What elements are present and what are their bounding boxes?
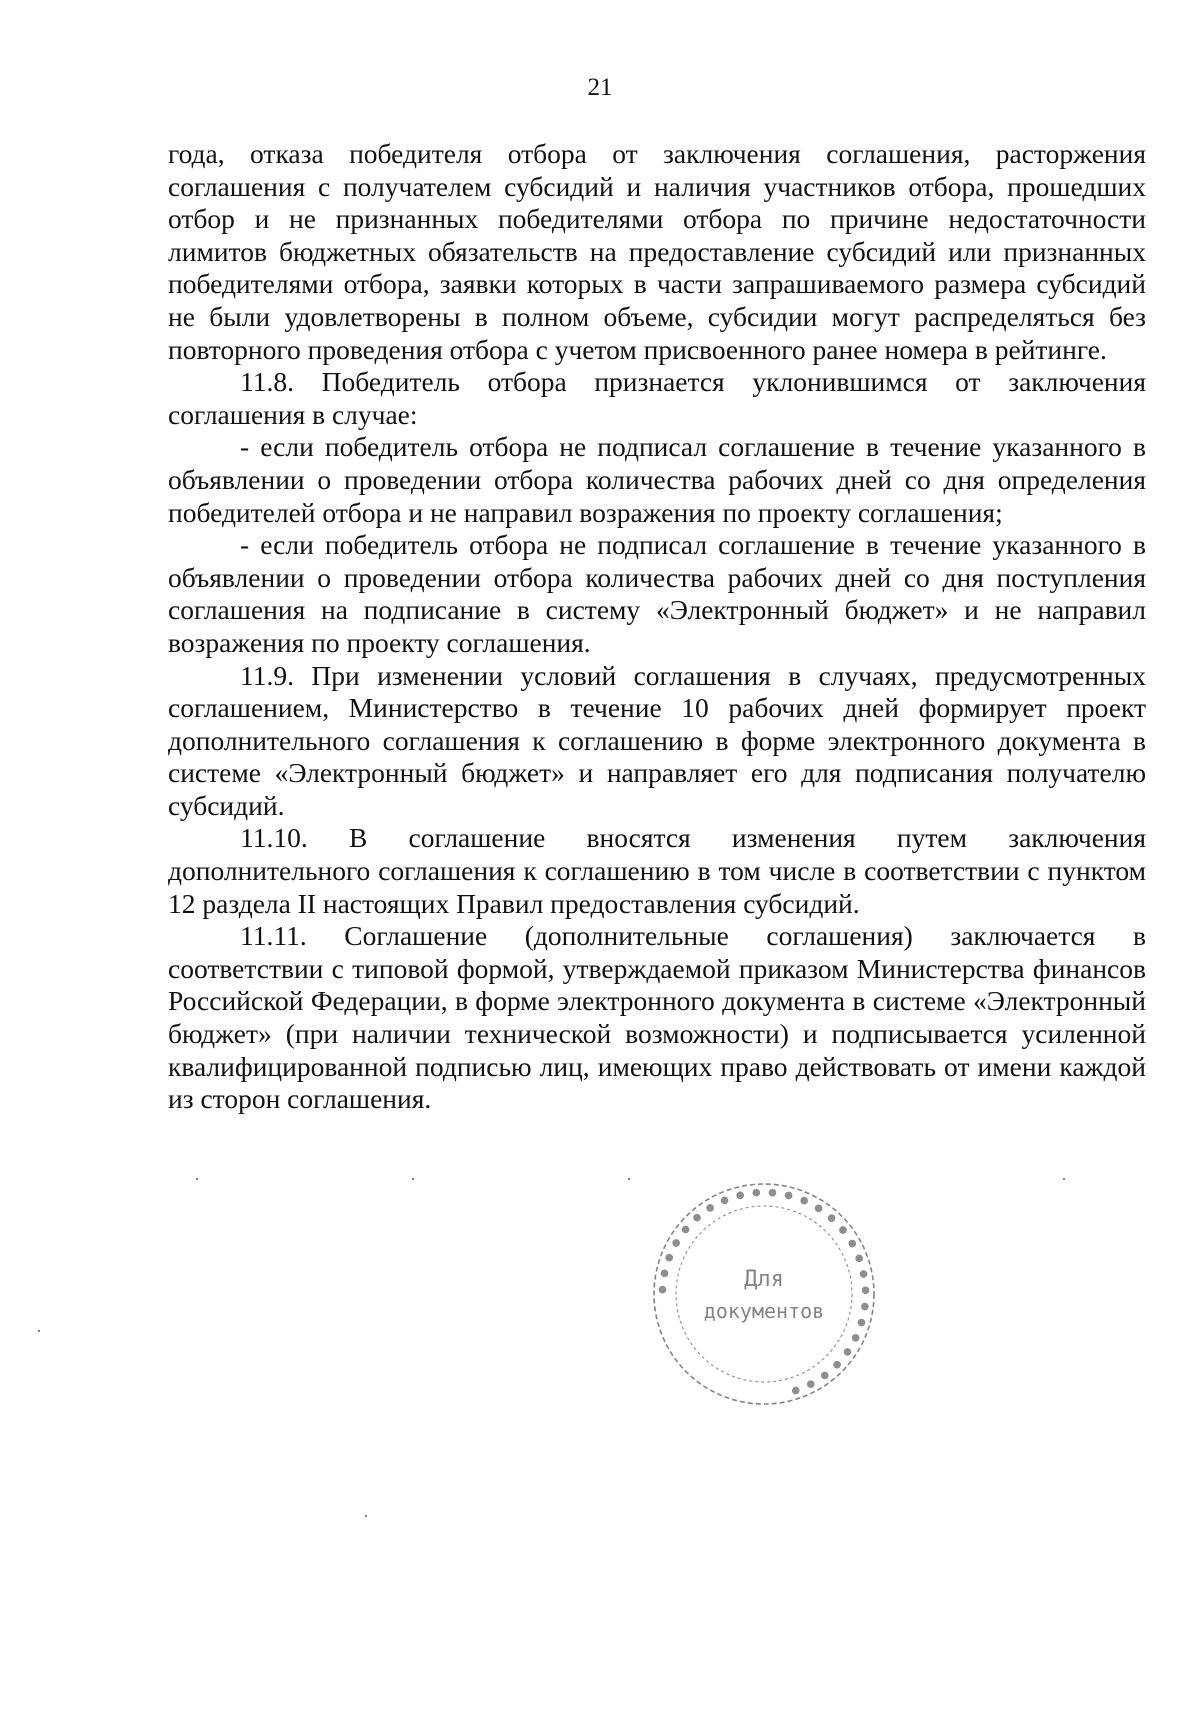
paragraph-clause-11-9: 11.9. При изменении условий соглашения в случаях, предусмотренных соглашением, Министерство в течение 10 рабочих дней формирует проект дополнительного соглашения к соглашению в форме электронного документа в системе «Электронный бюджет» и направляет его для подписания получателю субсидий.: [168, 659, 1146, 821]
paragraph-clause-11-11: 11.11. Соглашение (дополнительные соглашения) заключается в соответствии с типовой формой, утверждаемой приказом Министерства финансов Российской Федерации, в форме электронного документа в системе «Электронный бюджет» (при наличии технической возможности) и подписывается усиленной квалифицированной подписью лиц, имеющих право действовать от имени каждой из сторон соглашения.: [168, 920, 1146, 1115]
paragraph-continuation: года, отказа победителя отбора от заключения соглашения, расторжения соглашения с получателем субсидий и наличия участников отбора, прошедших отбор и не признанных победителями отбора по причине недостаточности лимитов бюджетных обязательств на предоставление субсидий или признанных победителями отбора, заявки которых в части запрашиваемого размера субсидий не были удовлетворены в полном объеме, субсидии могут распределяться без повторного проведения отбора с учетом присвоенного ранее номера в рейтинге.: [168, 138, 1146, 365]
paragraph-clause-11-8: 11.8. Победитель отбора признается уклонившимся от заключения соглашения в случае:: [168, 366, 1146, 430]
list-item-11-8-2: - если победитель отбора не подписал соглашение в течение указанного в объявлении о проведении отбора количества рабочих дней со дня поступления соглашения на подписание в систему «Электронный бюджет» и не направил возражения по проекту соглашения.: [168, 529, 1146, 658]
seal-center-line1: Для: [744, 1267, 784, 1292]
list-item-11-8-1: - если победитель отбора не подписал соглашение в течение указанного в объявлении о проведении отбора количества рабочих дней со дня определения победителей отбора и не направил возражения по проекту соглашения;: [168, 431, 1146, 528]
scan-speck: [412, 1178, 414, 1180]
document-body: [168, 138, 1146, 1116]
paragraph-clause-11-10: 11.10. В соглашение вносятся изменения путем заключения дополнительного соглашения к соглашению в том числе в соответствии с пунктом 12 раздела II настоящих Правил предоставления субсидий.: [168, 822, 1146, 919]
svg-text:● ● ● ● ● ● ● ● ● ● ● ● ● ● ●: ● ● ● ● ● ● ● ● ● ● ● ● ● ● ● ● ● ● ● ● ● ● ● ● ● ● ● ●: [656, 1186, 872, 1398]
page-number: 21: [587, 74, 613, 101]
round-seal-stamp: [648, 1178, 880, 1410]
seal-center-line2: документов: [703, 1299, 825, 1323]
scan-speck: [196, 1178, 198, 1180]
scan-speck: [38, 1330, 40, 1332]
scan-speck: [628, 1178, 630, 1180]
scan-speck: [365, 1515, 367, 1517]
scan-speck: [1063, 1178, 1065, 1180]
